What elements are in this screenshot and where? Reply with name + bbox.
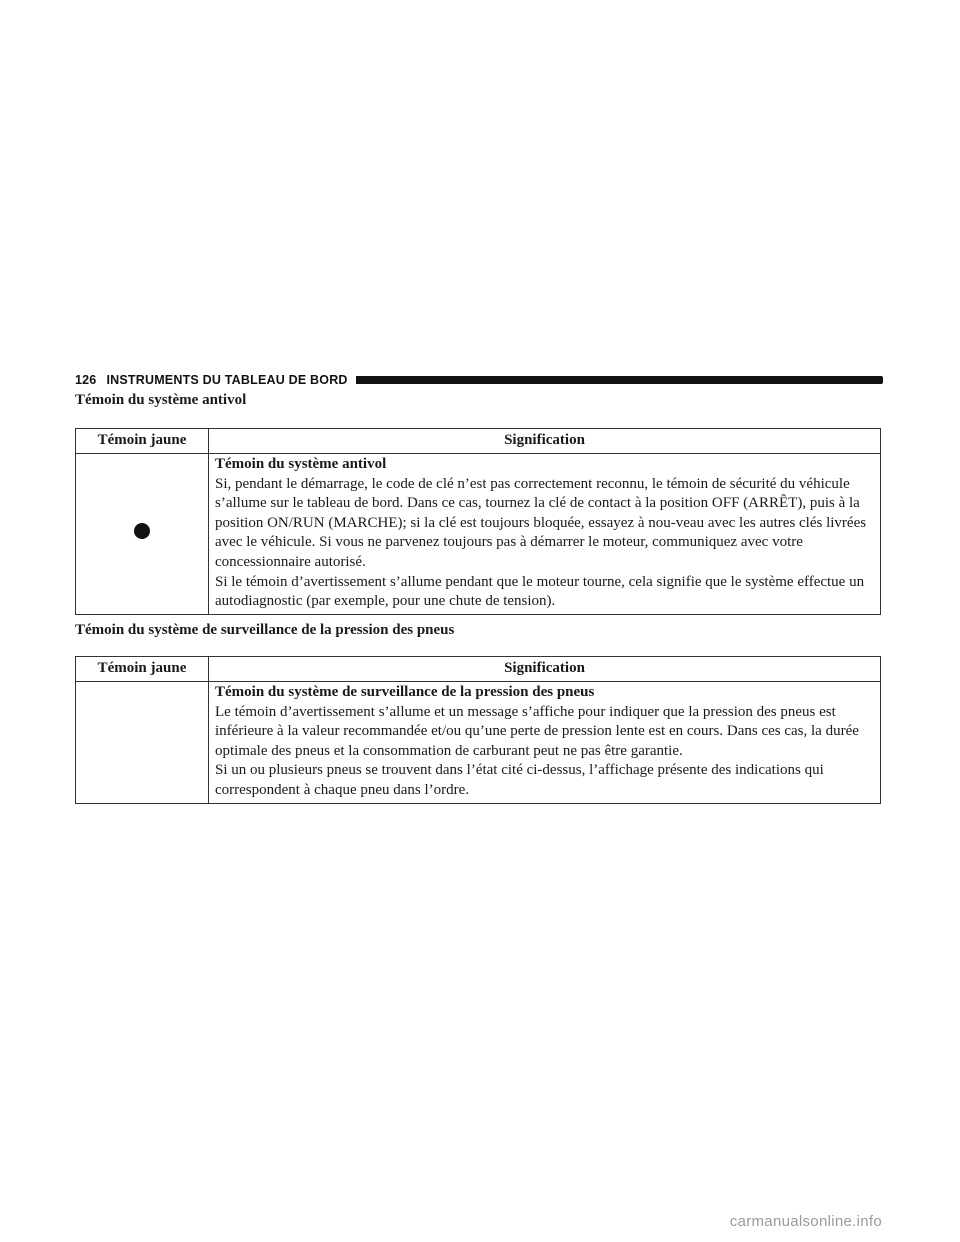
row-subhead: Témoin du système de surveillance de la pression des pneus xyxy=(215,684,595,700)
section-title-antivol: Témoin du système antivol xyxy=(75,392,247,408)
table-header-row xyxy=(76,429,881,454)
tpms-table xyxy=(75,656,881,804)
row-paragraph: Si un ou plusieurs pneus se trouvent dans l’état cité ci-dessus, l’affichage présente des indications qui correspondent à chaque pneu dans l’ordre. xyxy=(215,762,824,798)
column-header-signification: Signification xyxy=(209,657,881,682)
antivol-table xyxy=(75,428,881,615)
table-row xyxy=(76,454,881,615)
section-title-tpms: Témoin du système de surveillance de la pression des pneus xyxy=(75,622,455,638)
icon-cell xyxy=(76,682,209,804)
column-header-signification: Signification xyxy=(209,429,881,454)
row-subhead: Témoin du système antivol xyxy=(215,456,387,472)
table-row xyxy=(76,682,881,804)
description-cell xyxy=(209,682,881,804)
icon-cell xyxy=(76,454,209,615)
chapter-title: INSTRUMENTS DU TABLEAU DE BORD xyxy=(106,373,348,387)
description-cell xyxy=(209,454,881,615)
row-paragraph: Le témoin d’avertissement s’allume et un message s’affiche pour indiquer que la pression des pneus est inférieure à la valeur recommandée et/ou qu’une perte de pression lente est en cours. Dans ces cas, la durée optimale des pneus et la consommation de carburant peut ne pas être garantie. xyxy=(215,703,859,759)
row-paragraph: Si, pendant le démarrage, le code de clé n’est pas correctement reconnu, le témoin de sécurité du véhicule s’allume sur le tableau de bord. Dans ce cas, tournez la clé de contact à la position OFF (ARRÊT), puis à la position ON/RUN (MARCHE); si la clé est toujours bloquée, essayez à nou-veau avec les autres clés livrées avec le véhicule. Si vous ne parvenez toujours pas à démarrer le moteur, communiquez avec votre concessionnaire autorisé. xyxy=(215,475,867,570)
page-header xyxy=(75,372,883,388)
watermark: carmanualsonline.info xyxy=(729,1213,882,1230)
column-header-temoin: Témoin jaune xyxy=(76,657,209,682)
table-header-row xyxy=(76,657,881,682)
header-rule xyxy=(356,376,883,384)
black-dot-icon xyxy=(134,523,150,539)
page-number: 126 xyxy=(75,373,97,387)
column-header-temoin: Témoin jaune xyxy=(76,429,209,454)
row-paragraph: Si le témoin d’avertissement s’allume pendant que le moteur tourne, cela signifie que le système effectue un autodiagnostic (par exemple, pour une chute de tension). xyxy=(215,573,865,610)
